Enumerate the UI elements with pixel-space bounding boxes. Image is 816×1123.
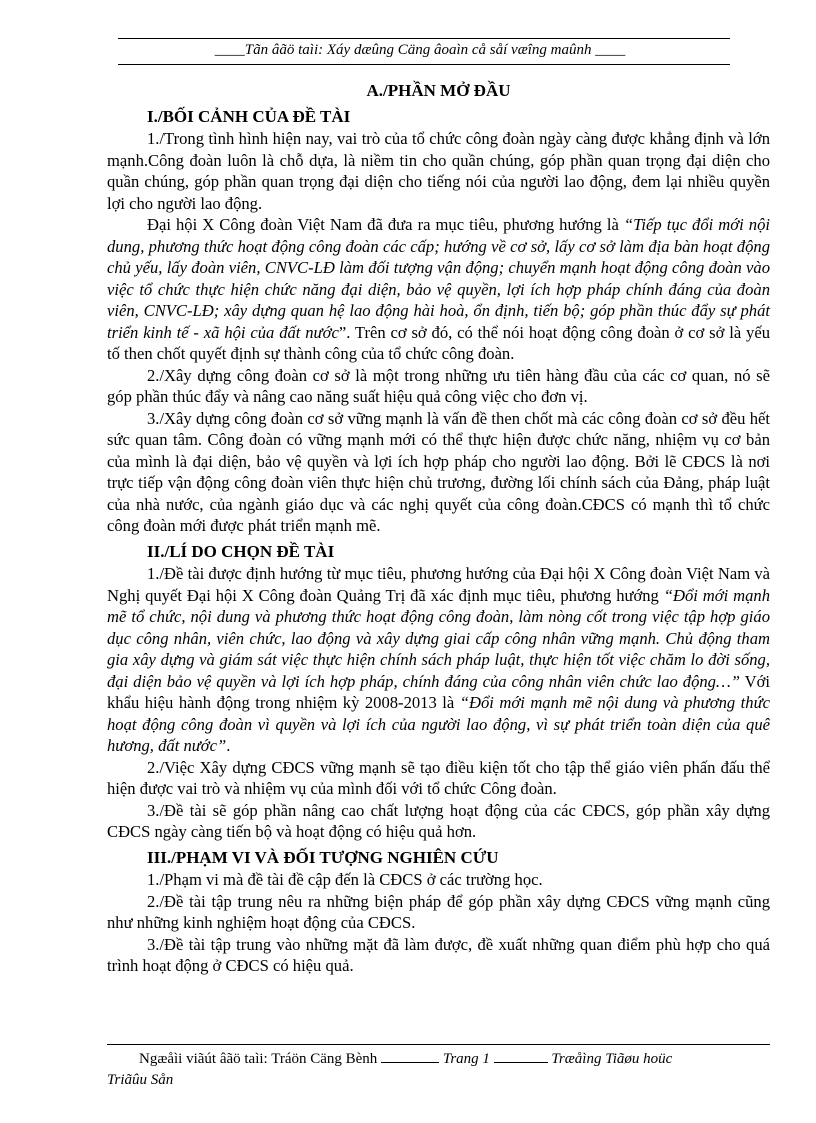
paragraph: 3./Đề tài tập trung vào những mặt đã làm được, đề xuất những quan điểm phù hợp cho quá trình hoạt động ở CĐCS có hiệu quả. bbox=[107, 934, 770, 975]
paragraph: 2./Việc Xây dựng CĐCS vững mạnh sẽ tạo điều kiện tốt cho tập thể giáo viên phấn đấu thể hiện được vai trò và nhiệm vụ của mình đối với tổ chức Công đoàn. bbox=[107, 757, 770, 798]
paragraph: 3./Đề tài sẽ góp phần nâng cao chất lượng hoạt động của các CĐCS, góp phần xây dựng CĐCS ngày càng tiến bộ và hoạt động có hiệu quả hơn. bbox=[107, 800, 770, 841]
header-bottom-rule bbox=[118, 64, 730, 65]
footer-fill-line bbox=[381, 1050, 439, 1063]
paragraph-text: Với khẩu hiệu hành động trong nhiệm kỳ 2008-2013 là bbox=[107, 671, 770, 712]
footer-school: Træåìng Tiãøu hoüc bbox=[551, 1051, 673, 1067]
section-heading: I./BỐI CẢNH CỦA ĐỀ TÀI bbox=[147, 106, 351, 126]
footer-page-number: Trang 1 bbox=[442, 1051, 490, 1067]
header-top-rule bbox=[118, 38, 730, 39]
paragraph bbox=[107, 214, 770, 365]
paragraph: 1./Trong tình hình hiện nay, vai trò của tổ chức công đoàn ngày càng được khẳng định và lớn mạnh.Công đoàn luôn là chỗ dựa, là niềm tin cho quần chúng, góp phần quan trọng đại diện cho quần chúng, góp phần quan trọng đại diện cho tiếng nói của người lao động, đem lại nhiều quyền lợi cho người lao động. bbox=[107, 129, 770, 213]
section-heading: III./PHẠM VI VÀ ĐỐI TƯỢNG NGHIÊN CỨU bbox=[147, 847, 499, 867]
paragraph: 1./Phạm vi mà đề tài đề cập đến là CĐCS ở các trường học. bbox=[147, 870, 543, 889]
paragraph-text: Đại hội X Công đoàn Việt Nam đã đưa ra mục tiêu, phương hướng là bbox=[147, 215, 624, 234]
footer-line bbox=[107, 1049, 770, 1070]
footer-school-line: Triãûu Sån bbox=[107, 1072, 174, 1088]
header-title: ____Tãn âãö taìi: Xáy dæûng Cäng âoaìn cå såí væîng maûnh ____ bbox=[214, 42, 626, 58]
document-body bbox=[107, 80, 770, 977]
paragraph-text: . bbox=[226, 736, 231, 755]
paragraph bbox=[107, 563, 770, 757]
quote-text: “Đổi mới mạnh mẽ nội dung và phương thức hoạt động công đoàn vì quyền và lợi ích của người lao động, vì sự phát triển toàn diện của quê hương, đất nước” bbox=[107, 693, 771, 755]
footer-top-rule bbox=[107, 1044, 770, 1045]
paragraph: 2./Xây dựng công đoàn cơ sở là một trong những ưu tiên hàng đầu của các cơ quan, nó sẽ góp phần thúc đẩy và nâng cao năng suất hiệu quả công việc cho đơn vị. bbox=[107, 365, 770, 406]
paragraph: 2./Đề tài tập trung nêu ra những biện pháp để góp phần xây dựng CĐCS vững mạnh cũng như những kinh nghiệm hoạt động của CĐCS. bbox=[107, 891, 770, 932]
page-footer bbox=[107, 1049, 770, 1091]
quote-text: “Đổi mới mạnh mẽ tổ chức, nội dung và phương thức hoạt động công đoàn, làm nòng cốt trong việc tập hợp giáo dục công nhân, viên chức, lao động và xây dựng giai cấp công nhân vững mạnh. Chủ động tham gia xây dựng và giám sát việc thực hiện chính sách pháp luật, thực hiện tốt việc chăm lo đời sống, đại diện bảo vệ quyền và lợi ích hợp pháp, chính đáng của công nhân viên chức lao động…” bbox=[107, 585, 770, 691]
paragraph: 3./Xây dựng công đoàn cơ sở vững mạnh là vấn đề then chốt mà các công đoàn cơ sở đều hết sức quan tâm. Công đoàn có vững mạnh mới có thể thực hiện được chức năng, nhiệm vụ cơ bản của mình là đại diện, bảo vệ quyền và lợi ích hợp pháp cho người lao động. Bởi lẽ CĐCS là nơi trực tiếp vận động công đoàn viên thực hiện chủ trương, đường lối chính sách của Đảng, pháp luật của nhà nước, của ngành giáo dục và các nghị quyết của công đoàn.CĐCS có mạnh thì tổ chức công đoàn mới được phát triển mạnh mẽ. bbox=[107, 408, 770, 535]
footer-author: Ngæåìi viãút âãö taìi: Tráön Cäng Bènh bbox=[139, 1051, 378, 1067]
footer-fill-line bbox=[494, 1050, 548, 1063]
section-heading: II./LÍ DO CHỌN ĐỀ TÀI bbox=[147, 541, 335, 561]
document-title: A./PHẦN MỞ ĐẦU bbox=[366, 81, 511, 100]
paragraph-text: ”. Trên cơ sở đó, có thể nói hoạt động công đoàn ở cơ sở là yếu tố then chốt quyết định sự thành công của tổ chức công đoàn. bbox=[107, 322, 770, 363]
paragraph-text: 1./Đề tài được định hướng từ mục tiêu, phương hướng của Đại hội X Công đoàn Việt Nam và Nghị quyết Đại hội X Công đoàn Quảng Trị đã xác định mục tiêu, phương hướng bbox=[107, 564, 770, 605]
quote-text: “Tiếp tục đổi mới nội dung, phương thức hoạt động công đoàn các cấp; hướng về cơ sở, lấy cơ sở làm địa bàn hoạt động chủ yếu, lấy đoàn viên, CNVC-LĐ làm đối tượng vận động; chuyển mạnh hoạt động công đoàn vào việc tổ chức thực hiện chức năng đại diện, bảo vệ quyền, lợi ích hợp pháp chính đáng của đoàn viên, CNVC-LĐ; xây dựng quan hệ lao động hài hoà, ổn định, tiến bộ; góp phần thúc đẩy sự phát triển kinh tế - xã hội của đất nước bbox=[107, 215, 770, 342]
